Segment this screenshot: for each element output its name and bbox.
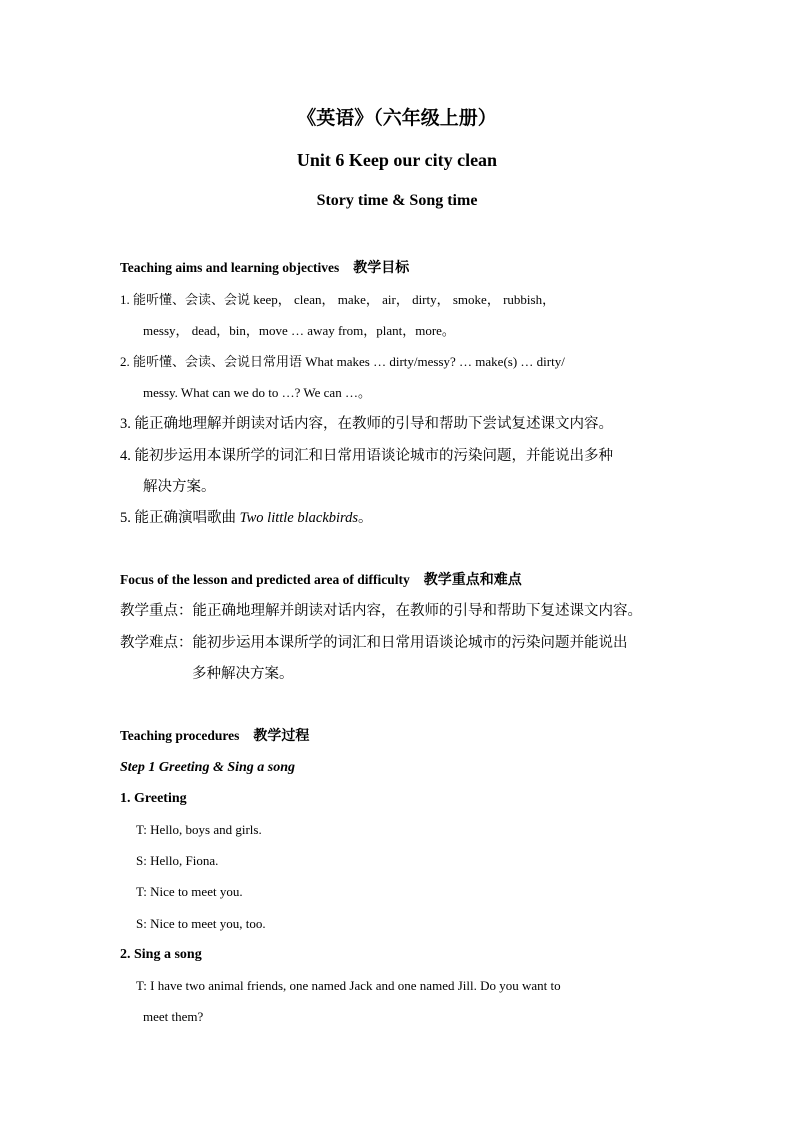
aims-heading-cn: 教学目标	[353, 260, 410, 276]
lesson-subtitle: Story time & Song time	[316, 192, 478, 209]
dialog-line: S: Hello, Fiona.	[136, 853, 219, 868]
focus-heading-cn: 教学重点和难点	[423, 572, 522, 588]
procedures-heading-en: Teaching procedures	[120, 728, 240, 743]
aim-item-2-line-1: 2. 能听懂、会读、会说日常用语 What makes … dirty/messy? … make(s) … dirty/	[120, 354, 565, 369]
aim-item-5	[120, 508, 373, 528]
aim-item-1-line-2: messy， dead，bin，move … away from，plant，more。	[143, 323, 455, 338]
sing-a-song-heading: 2. Sing a song	[120, 947, 202, 962]
song-dialog-line-2: meet them?	[143, 1009, 204, 1024]
step-1-heading: Step 1 Greeting & Sing a song	[120, 760, 296, 775]
procedures-heading	[120, 726, 309, 746]
song-dialog-line-1: T: I have two animal friends, one named Jack and one named Jill. Do you want to	[136, 978, 561, 993]
focus-difficulty-line-1: 教学难点：能初步运用本课所学的词汇和日常用语谈论城市的污染问题并能说出	[120, 635, 628, 651]
song-title: Two little blackbirds	[239, 510, 359, 526]
focus-key-point: 教学重点：能正确地理解并朗读对话内容，在教师的引导和帮助下复述课文内容。	[120, 603, 642, 619]
aim-item-2-line-2: messy. What can we do to …? We can …。	[143, 385, 371, 400]
focus-difficulty-line-2: 多种解决方案。	[192, 666, 294, 682]
aims-heading	[120, 258, 409, 278]
unit-title: Unit 6 Keep our city clean	[296, 150, 498, 170]
aim-item-5-suffix: 。	[358, 510, 373, 526]
document-title: 《英语》（六年级上册）	[297, 107, 497, 129]
dialog-line: T: Nice to meet you.	[136, 884, 243, 899]
aim-item-5-prefix: 5. 能正确演唱歌曲	[120, 510, 240, 526]
greeting-heading: 1. Greeting	[120, 791, 187, 806]
dialog-line: T: Hello, boys and girls.	[136, 822, 262, 837]
aims-heading-en: Teaching aims and learning objectives	[120, 260, 340, 275]
procedures-heading-cn: 教学过程	[253, 728, 310, 744]
aim-item-4-line-2: 解决方案。	[143, 479, 216, 495]
dialog-line: S: Nice to meet you, too.	[136, 916, 266, 931]
focus-heading	[120, 570, 522, 590]
aim-item-1-line-1: 1. 能听懂、会读、会说 keep， clean， make， air， dirty， smoke， rubbish，	[120, 292, 556, 307]
focus-heading-en: Focus of the lesson and predicted area of difficulty	[120, 572, 410, 587]
aim-item-3: 3. 能正确地理解并朗读对话内容，在教师的引导和帮助下尝试复述课文内容。	[120, 416, 613, 432]
aim-item-4-line-1: 4. 能初步运用本课所学的词汇和日常用语谈论城市的污染问题，并能说出多种	[120, 448, 613, 464]
